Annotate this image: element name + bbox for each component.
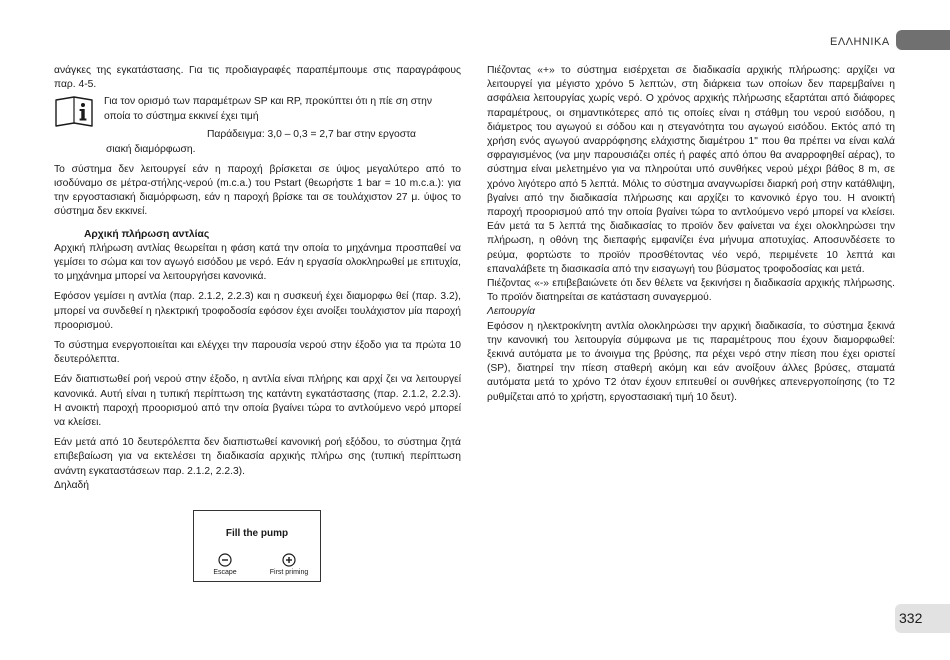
- paragraph-minus-pressed: Πιέζοντας «-» επιβεβαιώνετε ότι δεν θέλετε να ξεκινήσει η διαδικασία αρχικής πλήρωσης. Το προϊόν διατηρείται σε κατάσταση συναγερμού.: [487, 278, 895, 304]
- paragraph-operation: Εφόσον η ηλεκτροκίνητη αντλία ολοκληρώσει την αρχική διαδικασία, το σύστημα ξεκινά την κανονική του λειτουργία σύμφωνα με τις παραμέτρους που έχουν διαμορφωθεί: ξεκινά αυτόματα με το άνοιγμα της βρύσης, πα ρέχει νερό στην πίεση που έχει οριστεί (SP), διατηρεί την πίεση σταθερή ακόμη και εάν ανοίξουν άλλες βρύσες, σταματά αυτόματα μετά το χρόνο T2 όταν έχουν επιτευθεί οι συνθήκες απενεργοποίησης (το T2 ρυθμίζεται από το χρήστη, εργοστασιακή τιμή 10 δευτ).: [487, 320, 895, 403]
- subheading-operation: Λειτουργία: [487, 306, 535, 318]
- escape-label: Escape: [213, 569, 237, 576]
- paragraph-power-on: Εφόσον γεμίσει η αντλία (παρ. 2.1.2, 2.2.3) και η συσκευή έχει διαμορφω θεί (παρ. 3.2), μπορεί να συνδεθεί η ηλεκτρική τροφοδοσία εφόσον έχει ανοίξει τουλάχιστον μία παροχή προορισμού.: [54, 291, 461, 331]
- paragraph-flow-detected: Εάν διαπιστωθεί ροή νερού στην έξοδο, η αντλία είναι πλήρης και αρχί ζει να λειτουργεί κανονικά. Αυτή είναι η τυπική περίπτωση της κατάντη εγκατάστασης (παρ. 2.1.2, 2.2.3). Η ανοικτή παροχή προορισμού από την οποία βγαίνει τώρα το αντλούμενο νερό μπορεί να κλείσει.: [54, 374, 461, 429]
- paragraph-plus-pressed: Πιέζοντας «+» το σύστημα εισέρχεται σε διαδικασία αρχικής πλήρωσης: αρχίζει να λειτουργεί για μέγιστο χρόνο 5 λεπτών, στη διάρκεια των οποίων δεν παρεμβαίνει η ασφάλεια λειτουργίας χωρίς νερό. Ο χρόνος αρχικής πλήρωσης εξαρτάται από διάφορες παραμέτρους, οι σημαντικότερες από τις οποίες είναι η στάθμη του νερού εισόδου, η διάμετρος του αγωγού ει σόδου και η στεγανότητα του αγωγού εισόδου. Εκτός από τη χρήση ενός αγωγού αναρρόφησης ελάχιστης διαμέτρου 1" που θα πρέπει να είναι καλά σφραγισμένος (να μην παρουσιάζει οπές ή ραφές από όπου θα αναρροφηθεί αέρας), το σύστημα είναι μελετημένο για να πληρούται υπό συνθήκες νερού μέχρι βάθος 8 m, σε χρόνο λιγότερο από 5 λεπτά. Μόλις το σύστημα αναγνωρίσει διαρκή ροή στην κατάθλιψη, βγαίνει από την διαδικασία πλήρωσης και αρχίζει το κανονικό έργο του. Η ανοικτή παροχή προορισμού από την οποία βγαίνει τώρα το αντλούμενο νερό μπορεί να κλείσει. Εάν μετά τα 5 λεπτά της διαδικασίας το προϊόν δεν φαίνεται να έχει ολοκληρώσει την πλήρωση, η οθόνη της διεπαφής εμφανίζει ένα μήνυμα αποτυχίας. Αποσυνδέσετε το ρεύμα, φορτώστε το προϊόν προσθέτοντας νέο νερό, περιμένετε 10 λεπτά και επαναλάβετε τη διασικασία από την εισαγωγή του βύσματος τροφοδοσίας και μετά.: [487, 65, 895, 275]
- paragraph-that-is: Δηλαδή: [54, 479, 90, 491]
- minus-circle-icon: [218, 553, 232, 567]
- left-column: [54, 64, 461, 493]
- first-priming-label: First priming: [269, 569, 309, 576]
- section-heading: Αρχική πλήρωση αντλίας: [84, 228, 210, 240]
- first-priming-option: [258, 553, 320, 576]
- plus-circle-icon: [282, 553, 296, 567]
- display-screen: [193, 510, 321, 582]
- info-note: [54, 95, 461, 128]
- paragraph-height: Το σύστημα δεν λειτουργεί εάν η παροχή βρίσκεται σε ύψος μεγαλύτερο από το ισοδύναμο σε μέτρα-στήλης-νερού (m.c.a.) του Pstart (θεωρήστε 1 bar = 10 m.c.a.): για την εργοστασιακή διαμόρφωση, εάν η παροχή βρίσκε ται σε τουλάχιστον 27 μ. ύψος το σύστημα δεν εκκινεί.: [54, 163, 461, 218]
- page-number: 332: [895, 604, 950, 633]
- right-column: [487, 64, 895, 405]
- language-tab: [896, 30, 950, 50]
- screen-title: Fill the pump: [225, 528, 289, 539]
- info-text: Για τον ορισμό των παραμέτρων SP και RP, προκύπτει ότι η πίε ση στην οποία το σύστημα εκκινεί έχει τιμή: [104, 96, 433, 122]
- language-label: ΕΛΛΗΝΙΚΑ: [830, 36, 890, 48]
- info-example-tail: σιακή διαμόρφωση.: [106, 143, 196, 155]
- info-book-icon: [54, 96, 94, 128]
- paragraph-priming-def: Αρχική πλήρωση αντλίας θεωρείται η φάση κατά την οποία το μηχάνημα προσπαθεί να γεμίσει το σώμα και τον αγωγό εισόδου με νερό. Εάν η εργασία ολοκληρωθεί με επιτυχία, το μηχάνημα μπορεί να λειτουργήσει κανονικά.: [54, 242, 461, 283]
- paragraph-intro: ανάγκες της εγκατάστασης. Για τις προδιαγραφές παραπέμπουμε στις παραγράφους παρ. 4-5.: [54, 65, 461, 91]
- paragraph-no-flow: Εάν μετά από 10 δευτερόλεπτα δεν διαπιστωθεί κανονική ροή εξόδου, το σύστημα ζητά επιβεβαίωση για να εκτελέσει τη διαδικασία αρχικής πλήρω σης (τυπική περίπτωση ανάντη εγκαταστάσεων παρ. 2.1.2, 2.2.3).: [54, 437, 461, 477]
- paragraph-check-water: Το σύστημα ενεργοποιείται και ελέγχει την παρουσία νερού στην έξοδο για τα πρώτα 10 δευτερόλεπτα.: [54, 340, 461, 366]
- info-example: Παράδειγμα: 3,0 – 0,3 = 2,7 bar στην εργοστα: [206, 129, 416, 141]
- escape-option: [194, 553, 256, 576]
